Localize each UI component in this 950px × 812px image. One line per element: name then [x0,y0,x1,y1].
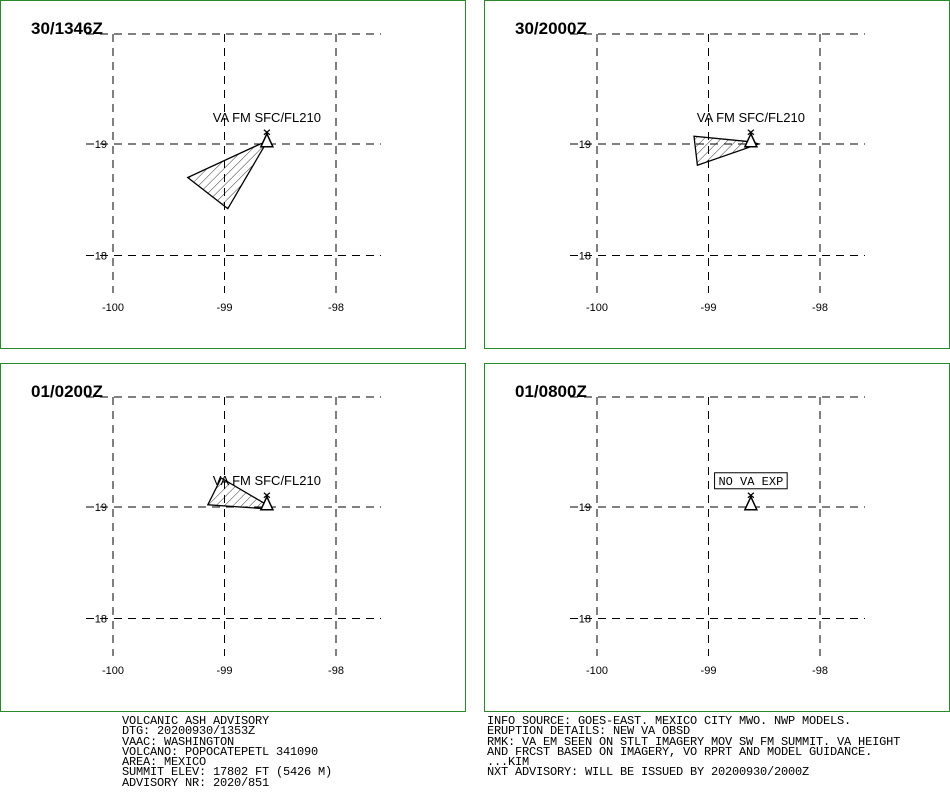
lon-tick-label: -100 [101,665,125,677]
lon-tick-label: -98 [328,665,344,677]
lat-tick-label: 19 [578,139,591,151]
volcano-triangle-icon [745,134,757,147]
ash-height-label: VA FM SFC/FL210 [212,109,321,125]
lon-tick-label: -99 [216,302,233,314]
volcano-triangle-icon [261,134,273,147]
forecast-panel-2 [484,0,950,349]
advisory-vaac: VAAC: WASHINGTON [122,734,235,749]
map-plot [485,364,950,713]
forecast-panel-3 [0,363,466,712]
lat-tick-label: 18 [94,250,107,263]
advisory-title: VOLCANIC ASH ADVISORY [122,714,270,728]
advisory-volcano: VOLCANO: POPOCATEPETL 341090 [122,744,319,759]
advisory-dtg: DTG: 20200930/1353Z [122,724,256,739]
lon-tick-label: -99 [216,665,233,677]
lat-tick-label: 19 [94,502,107,514]
forecast-panel-4 [484,363,950,712]
ash-height-label: VA FM SFC/FL210 [212,472,321,488]
lon-tick-label: -98 [328,302,344,314]
lat-tick-label: 19 [578,502,591,514]
remarks-line-1: RMK: VA EM SEEN ON STLT IMAGERY MOV SW FM SUMMIT. VA HEIGHT [487,734,901,749]
lat-tick-label: 18 [94,613,107,626]
map-plot [485,1,950,350]
advisory-details [487,716,900,778]
volcano-triangle-icon [745,497,757,510]
panel-time-label: 30/2000Z [515,19,587,38]
forecaster: ...KIM [487,755,530,770]
panel-time-label: 30/1346Z [31,19,103,38]
forecast-panel-1 [0,0,466,349]
advisory-summit-elev: SUMMIT ELEV: 17802 FT (5426 M) [122,765,333,780]
lon-tick-label: -100 [585,665,609,677]
ash-height-label: VA FM SFC/FL210 [696,109,805,125]
lon-tick-label: -99 [700,665,717,677]
advisory-header [122,716,332,788]
lon-tick-label: -99 [700,302,717,314]
map-plot [1,364,467,713]
panel-time-label: 01/0800Z [515,382,587,401]
lat-tick-label: 18 [578,250,591,263]
remarks-line-2: AND FRCST BASED ON IMAGERY, VO RPRT AND MODEL GUIDANCE. [487,744,873,759]
advisory-area: AREA: MEXICO [122,755,207,770]
next-advisory: NXT ADVISORY: WILL BE ISSUED BY 20200930/2000Z [487,765,810,780]
map-plot [1,1,467,350]
lat-tick-label: 19 [94,139,107,151]
lat-tick-label: 18 [578,613,591,626]
no-va-label: NO VA EXP [718,474,784,489]
info-source: INFO SOURCE: GOES-EAST. MEXICO CITY MWO. NWP MODELS. [487,714,852,728]
lon-tick-label: -98 [812,665,828,677]
advisory-number: ADVISORY NR: 2020/851 [122,775,270,790]
lon-tick-label: -98 [812,302,828,314]
eruption-details: ERUPTION DETAILS: NEW VA OBSD [487,724,691,739]
lon-tick-label: -100 [585,302,609,314]
panel-time-label: 01/0200Z [31,382,103,401]
ash-cloud-polygon [188,142,267,209]
lon-tick-label: -100 [101,302,125,314]
